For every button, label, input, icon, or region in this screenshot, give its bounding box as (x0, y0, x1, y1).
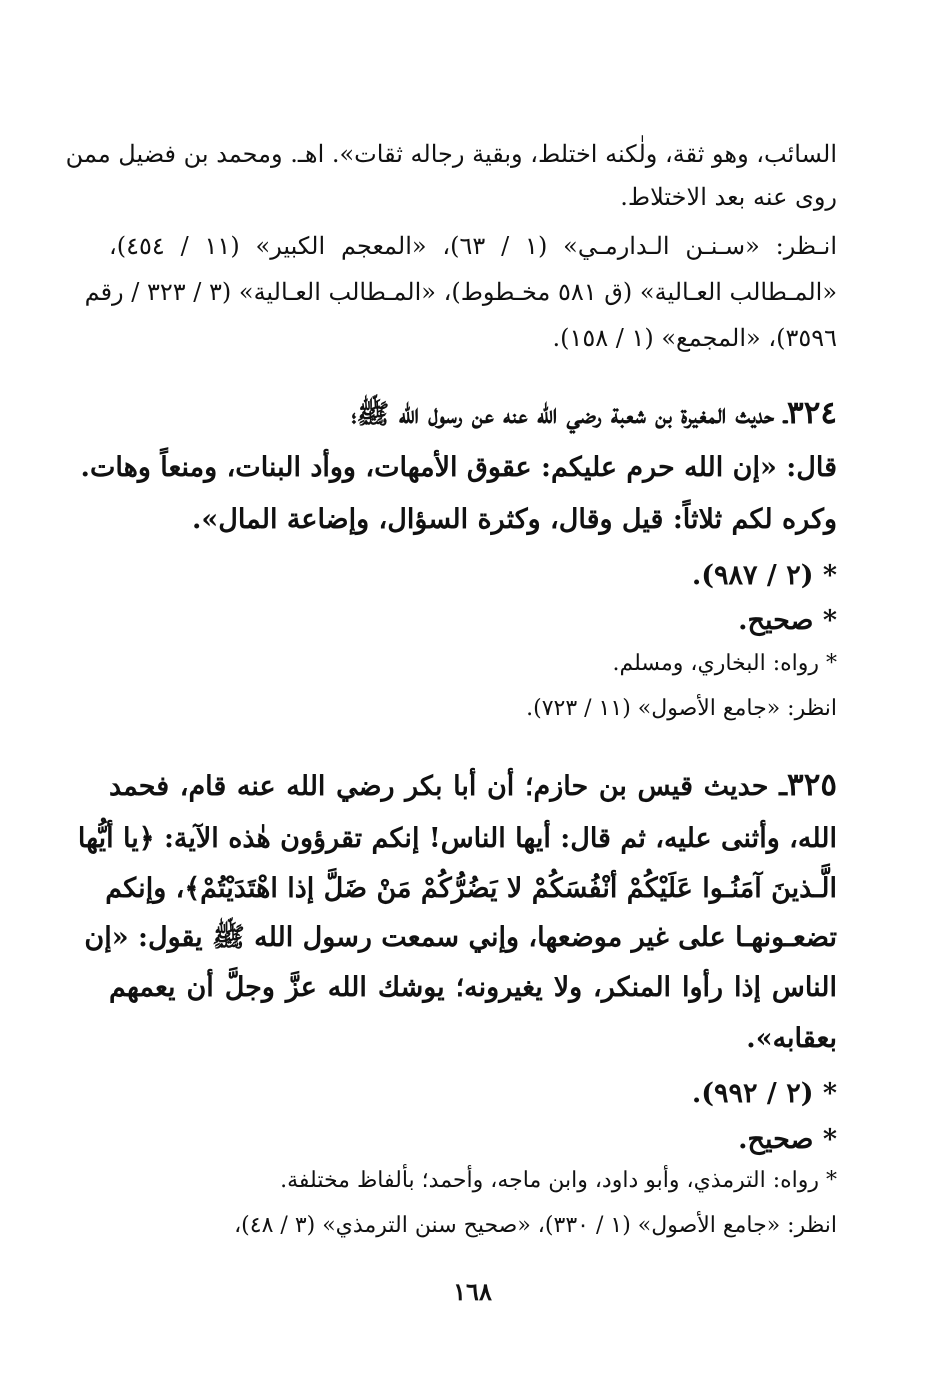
hadith-text: ـ حديث المغيرة بن شعبة رضي الله عنه عن رسول الله ﷺ؛ (351, 399, 788, 430)
hadith-text: بعقابه». (746, 1023, 837, 1054)
hadith-narrators: * رواه: الترمذي، وأبو داود، وابن ماجه، وأحمد؛ بألفاظ مختلفة. (280, 1168, 837, 1193)
hadith-see-also: انظر: «جامع الأصول» (١ / ٣٣٠)، «صحيح سنن الترمذي» (٣ / ٤٨)، (234, 1213, 837, 1238)
hadith-text: ـ حديث قيس بن حازم؛ أن أبا بكر رضي الله عنه قام، فحمد (109, 771, 788, 802)
page-number: ١٦٨ (453, 1277, 492, 1306)
note-line: ٣٥٩٦)، «المجمع» (١ / ١٥٨). (552, 324, 837, 352)
hadith-text: وكره لكم ثلاثاً: قيل وقال، وكثرة السؤال، وإضاعة المال». (192, 504, 837, 535)
hadith-number: ٣٢٤ (787, 395, 837, 431)
hadith-text: قال: «إن الله حرم عليكم: عقوق الأمهات، ووأد البنات، ومنعاً وهات. (80, 452, 837, 483)
hadith-heading (109, 390, 837, 436)
note-line: روى عنه بعد الاختلاط. (620, 183, 837, 211)
hadith-see-also: انظر: «جامع الأصول» (١١ / ٧٢٣). (526, 696, 837, 721)
hadith-heading (109, 762, 837, 808)
hadith-text: الناس إذا رأوا المنكر، ولا يغيرونه؛ يوشك الله عزَّ وجلَّ أن يعمهم (109, 972, 837, 1003)
hadith-text: الله، وأثنى عليه، ثم قال: أيها الناس! إنكم تقرؤون هٰذه الآية: ﴿يا أيُّها (77, 823, 837, 854)
hadith-reference: * (٢ / ٩٩٢). (691, 1078, 837, 1109)
hadith-text: تضعـونهـا على غير موضعها، وإني سمعت رسول الله ﷺ يقول: «إن (84, 922, 837, 953)
hadith-grade: * صحيح. (738, 605, 837, 636)
note-line: السائب، وهو ثقة، ولٰكنه اختلط، وبقية رجاله ثقات». اهـ. ومحمد بن فضيل ممن (65, 140, 837, 168)
hadith-number: ٣٢٥ (787, 767, 837, 803)
hadith-grade: * صحيح. (738, 1124, 837, 1155)
hadith-text: الَّـذينَ آمَنُـوا عَلَيْكُمْ أنْفُسَكُمْ لا يَضُرُّكُمْ مَنْ ضَلَّ إذا اهْتَدَيْتُمْ﴾، وإنكم (105, 873, 837, 904)
hadith-narrators: * رواه: البخاري، ومسلم. (612, 651, 837, 676)
note-line: «المـطالب العـالية» (ق ٥٨١ مخـطوط)، «المـطالب العـالية» (٣ / ٣٢٣ / رقم (84, 278, 837, 306)
hadith-reference: * (٢ / ٩٨٧). (691, 560, 837, 591)
note-line: انـظر: «سـنـن الـدارمـي» (١ / ٦٣)، «المعجم الكبير» (١١ / ٤٥٤)، (109, 232, 837, 260)
